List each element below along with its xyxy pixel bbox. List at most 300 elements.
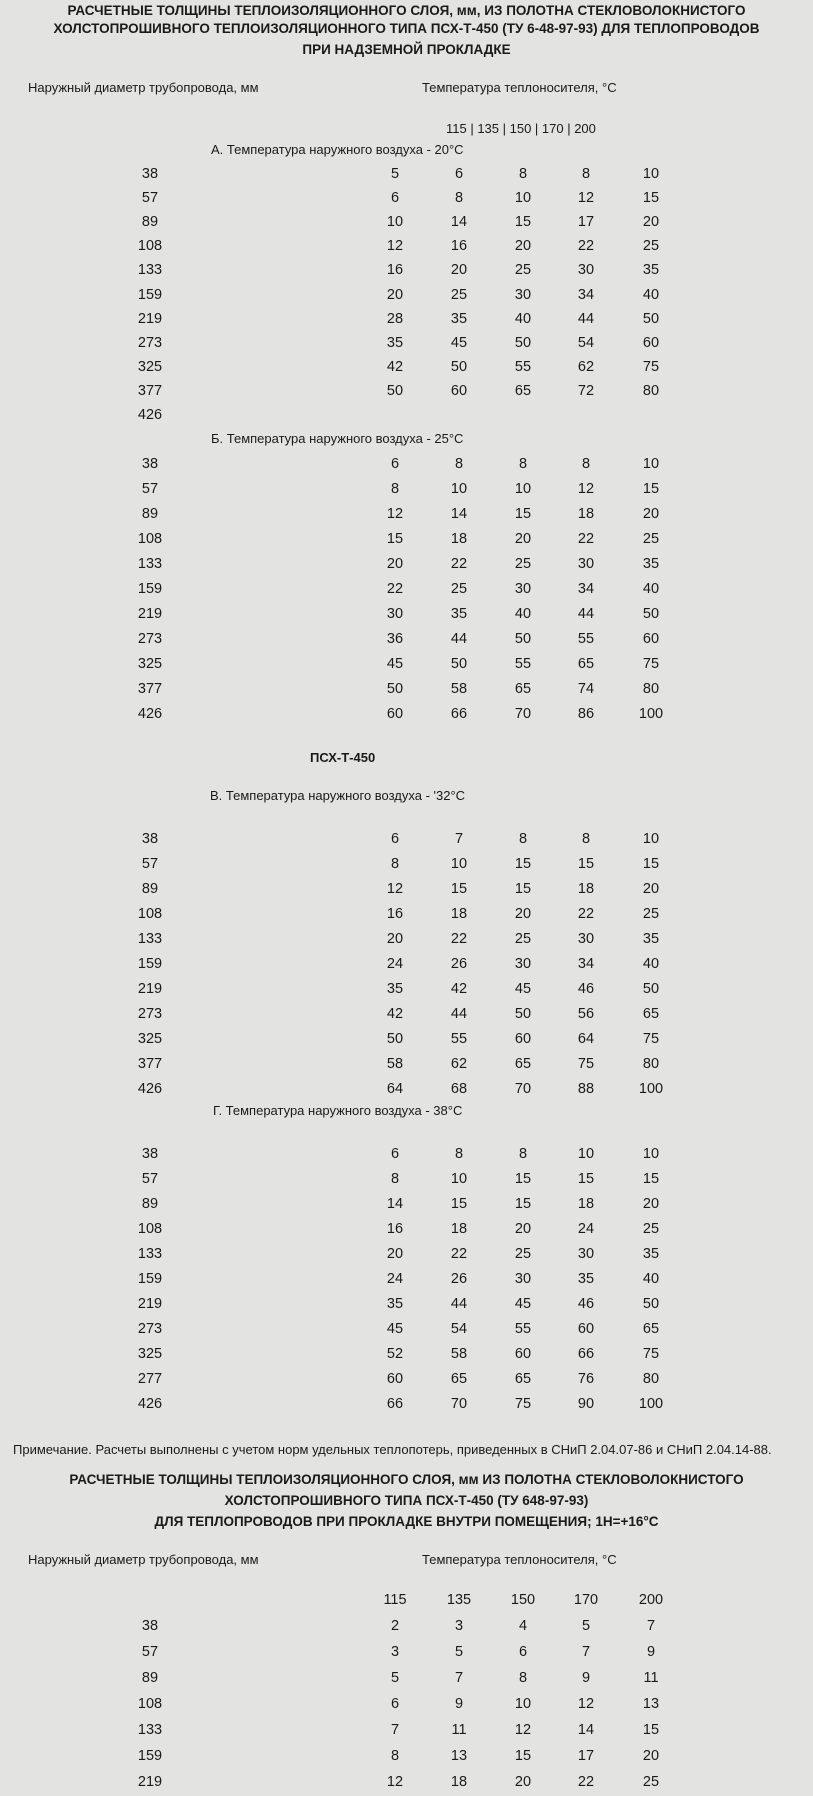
value-cell: 20 xyxy=(514,531,532,547)
diameter-cell: 426 xyxy=(137,407,163,423)
value-cell: 40 xyxy=(514,606,532,622)
value-cell: 25 xyxy=(642,1221,660,1237)
value-cell: 50 xyxy=(642,310,660,327)
diameter-cell: 57 xyxy=(141,1171,159,1187)
block-heading: Г. Температура наружного воздуха - 38°С xyxy=(213,1103,463,1118)
value-cell: 22 xyxy=(577,238,595,255)
value-cell: 15 xyxy=(514,506,532,522)
diameter-cell: 426 xyxy=(137,1396,163,1412)
value-cell: 45 xyxy=(514,1296,532,1312)
value-cell: 15 xyxy=(577,856,595,872)
value-cell: 30 xyxy=(386,606,404,622)
value-cell: 5 xyxy=(581,1618,591,1634)
value-cell: 30 xyxy=(577,262,595,279)
value-cell: 22 xyxy=(577,531,595,547)
value-cell: 20 xyxy=(642,1196,660,1212)
value-cell: 55 xyxy=(514,358,532,375)
value-cell: 15 xyxy=(514,1748,532,1764)
value-cell: 18 xyxy=(577,506,595,522)
value-cell: 6 xyxy=(390,190,400,207)
value-cell: 2 xyxy=(390,1618,400,1634)
value-cell: 8 xyxy=(518,1670,528,1686)
diameter-cell: 38 xyxy=(141,456,159,472)
doc1-title-line-3: ПРИ НАДЗЕМНОЙ ПРОКЛАДКЕ xyxy=(302,42,511,57)
value-cell: 42 xyxy=(450,981,468,997)
value-cell: 20 xyxy=(642,881,660,897)
value-cell: 6 xyxy=(454,166,464,182)
value-cell: 55 xyxy=(577,631,595,647)
doc1-title-line-2: ХОЛСТОПРОШИВНОГО ТЕПЛОИЗОЛЯЦИОННОГО ТИПА ПСХ-Т-450 (ТУ 6-48-97-93) ДЛЯ ТЕПЛОПРОВОДОВ xyxy=(53,21,760,36)
value-cell: 70 xyxy=(450,1396,468,1412)
value-cell: 10 xyxy=(386,214,404,231)
value-cell: 12 xyxy=(386,1774,404,1790)
value-cell: 15 xyxy=(514,856,532,872)
temp-header-cell: 115 xyxy=(383,1592,407,1608)
doc2-title-line-3: ДЛЯ ТЕПЛОПРОВОДОВ ПРИ ПРОКЛАДКЕ ВНУТРИ ПОМЕЩЕНИЯ; 1Н=+16°С xyxy=(154,1514,659,1529)
value-cell: 76 xyxy=(577,1371,595,1387)
block-heading: Б. Температура наружного воздуха - 25°С xyxy=(211,431,464,446)
value-cell: 8 xyxy=(454,456,464,472)
value-cell: 30 xyxy=(514,581,532,597)
value-cell: 86 xyxy=(577,706,595,722)
value-cell: 40 xyxy=(514,310,532,327)
diameter-cell: 133 xyxy=(137,262,163,279)
value-cell: 70 xyxy=(514,1081,532,1097)
value-cell: 28 xyxy=(386,310,404,327)
value-cell: 18 xyxy=(450,1774,468,1790)
diameter-cell: 133 xyxy=(137,1246,163,1262)
value-cell: 10 xyxy=(450,1171,468,1187)
value-cell: 70 xyxy=(514,706,532,722)
value-cell: 20 xyxy=(514,238,532,255)
value-cell: 7 xyxy=(454,1670,464,1686)
value-cell: 35 xyxy=(386,981,404,997)
diameter-cell: 108 xyxy=(137,1221,163,1237)
value-cell: 25 xyxy=(642,238,660,255)
value-cell: 17 xyxy=(577,1748,595,1764)
diameter-cell: 273 xyxy=(137,334,163,351)
value-cell: 18 xyxy=(450,906,468,922)
value-cell: 65 xyxy=(514,1056,532,1072)
value-cell: 6 xyxy=(518,1644,528,1660)
value-cell: 10 xyxy=(514,1696,532,1712)
value-cell: 8 xyxy=(581,166,591,182)
value-cell: 3 xyxy=(454,1618,464,1634)
value-cell: 15 xyxy=(386,531,404,547)
value-cell: 22 xyxy=(577,906,595,922)
value-cell: 26 xyxy=(450,1271,468,1287)
value-cell: 58 xyxy=(450,1346,468,1362)
value-cell: 15 xyxy=(514,1171,532,1187)
diameter-cell: 89 xyxy=(141,1670,159,1686)
value-cell: 15 xyxy=(642,190,660,207)
value-cell: 52 xyxy=(386,1346,404,1362)
value-cell: 65 xyxy=(514,681,532,697)
value-cell: 35 xyxy=(386,1296,404,1312)
value-cell: 18 xyxy=(450,531,468,547)
diameter-cell: 219 xyxy=(137,606,163,622)
value-cell: 68 xyxy=(450,1081,468,1097)
value-cell: 35 xyxy=(386,334,404,351)
value-cell: 90 xyxy=(577,1396,595,1412)
value-cell: 8 xyxy=(390,481,400,497)
value-cell: 12 xyxy=(514,1722,532,1738)
doc1-title-line-1: РАСЧЕТНЫЕ ТОЛЩИНЫ ТЕПЛОИЗОЛЯЦИОННОГО СЛОЯ, мм, ИЗ ПОЛОТНА СТЕКЛОВОЛОКНИСТОГО xyxy=(67,3,746,18)
value-cell: 14 xyxy=(450,214,468,231)
diameter-cell: 108 xyxy=(137,238,163,255)
value-cell: 65 xyxy=(514,1371,532,1387)
diameter-cell: 273 xyxy=(137,631,163,647)
value-cell: 11 xyxy=(451,1722,467,1738)
diameter-cell: 219 xyxy=(137,1774,163,1790)
diameter-cell: 133 xyxy=(137,1722,163,1738)
value-cell: 35 xyxy=(450,606,468,622)
value-cell: 20 xyxy=(386,931,404,947)
diameter-cell: 159 xyxy=(137,581,163,597)
value-cell: 35 xyxy=(450,310,468,327)
value-cell: 5 xyxy=(390,1670,400,1686)
value-cell: 65 xyxy=(642,1006,660,1022)
value-cell: 34 xyxy=(577,956,595,972)
value-cell: 24 xyxy=(386,956,404,972)
value-cell: 46 xyxy=(577,981,595,997)
diameter-cell: 219 xyxy=(137,1296,163,1312)
value-cell: 60 xyxy=(642,631,660,647)
value-cell: 25 xyxy=(514,1246,532,1262)
diameter-cell: 325 xyxy=(137,1346,163,1362)
value-cell: 50 xyxy=(514,1006,532,1022)
value-cell: 16 xyxy=(450,238,468,255)
value-cell: 8 xyxy=(518,166,528,182)
value-cell: 22 xyxy=(450,931,468,947)
value-cell: 25 xyxy=(642,1774,660,1790)
psx-label: ПСХ-Т-450 xyxy=(310,750,376,765)
value-cell: 100 xyxy=(638,706,664,722)
value-cell: 16 xyxy=(386,1221,404,1237)
diameter-cell: 159 xyxy=(137,956,163,972)
value-cell: 44 xyxy=(450,1296,468,1312)
diameter-cell: 89 xyxy=(141,1196,159,1212)
value-cell: 10 xyxy=(577,1146,595,1162)
value-cell: 62 xyxy=(450,1056,468,1072)
value-cell: 60 xyxy=(514,1031,532,1047)
value-cell: 15 xyxy=(514,881,532,897)
value-cell: 50 xyxy=(642,1296,660,1312)
diameter-cell: 38 xyxy=(141,166,159,182)
value-cell: 45 xyxy=(386,656,404,672)
diameter-cell: 38 xyxy=(141,831,159,847)
value-cell: 20 xyxy=(386,1246,404,1262)
value-cell: 30 xyxy=(514,956,532,972)
value-cell: 7 xyxy=(581,1644,591,1660)
value-cell: 24 xyxy=(386,1271,404,1287)
value-cell: 65 xyxy=(577,656,595,672)
value-cell: 50 xyxy=(386,681,404,697)
value-cell: 12 xyxy=(386,238,404,255)
value-cell: 34 xyxy=(577,581,595,597)
diameter-cell: 38 xyxy=(141,1146,159,1162)
value-cell: 4 xyxy=(518,1618,528,1634)
value-cell: 12 xyxy=(386,506,404,522)
value-cell: 10 xyxy=(642,166,660,182)
value-cell: 44 xyxy=(577,310,595,327)
diameter-cell: 133 xyxy=(137,556,163,572)
diameter-cell: 89 xyxy=(141,506,159,522)
value-cell: 6 xyxy=(390,1146,400,1162)
value-cell: 10 xyxy=(642,456,660,472)
doc2-title-line-2: ХОЛСТОПРОШИВНОГО ТИПА ПСХ-Т-450 (ТУ 648-97-93) xyxy=(224,1493,589,1508)
value-cell: 60 xyxy=(514,1346,532,1362)
value-cell: 50 xyxy=(514,334,532,351)
diameter-cell: 108 xyxy=(137,1696,163,1712)
diameter-cell: 133 xyxy=(137,931,163,947)
value-cell: 12 xyxy=(577,481,595,497)
temp-header-cell: 150 xyxy=(510,1592,536,1608)
value-cell: 58 xyxy=(450,681,468,697)
value-cell: 74 xyxy=(577,681,595,697)
value-cell: 66 xyxy=(386,1396,404,1412)
value-cell: 7 xyxy=(454,831,464,847)
value-cell: 10 xyxy=(642,1146,660,1162)
value-cell: 80 xyxy=(642,1056,660,1072)
value-cell: 54 xyxy=(450,1321,468,1337)
value-cell: 30 xyxy=(577,1246,595,1262)
diameter-cell: 89 xyxy=(141,214,159,231)
value-cell: 75 xyxy=(577,1056,595,1072)
value-cell: 35 xyxy=(642,1246,660,1262)
value-cell: 12 xyxy=(577,190,595,207)
value-cell: 9 xyxy=(646,1644,656,1660)
value-cell: 88 xyxy=(577,1081,595,1097)
value-cell: 15 xyxy=(514,214,532,231)
value-cell: 8 xyxy=(454,1146,464,1162)
value-cell: 42 xyxy=(386,358,404,375)
value-cell: 20 xyxy=(514,1221,532,1237)
value-cell: 58 xyxy=(386,1056,404,1072)
value-cell: 15 xyxy=(642,856,660,872)
value-cell: 13 xyxy=(642,1696,660,1712)
value-cell: 25 xyxy=(450,581,468,597)
value-cell: 26 xyxy=(450,956,468,972)
temp-header-cell: 200 xyxy=(638,1592,664,1608)
value-cell: 17 xyxy=(577,214,595,231)
value-cell: 50 xyxy=(386,1031,404,1047)
diameter-cell: 273 xyxy=(137,1321,163,1337)
value-cell: 35 xyxy=(642,262,660,279)
diameter-cell: 426 xyxy=(137,706,163,722)
temp-header-cell: 135 xyxy=(446,1592,472,1608)
doc1-col-right-header: Температура теплоносителя, °С xyxy=(422,80,617,95)
value-cell: 35 xyxy=(577,1271,595,1287)
value-cell: 75 xyxy=(642,1346,660,1362)
value-cell: 56 xyxy=(577,1006,595,1022)
diameter-cell: 108 xyxy=(137,906,163,922)
value-cell: 20 xyxy=(642,1748,660,1764)
value-cell: 5 xyxy=(390,166,400,182)
diameter-cell: 159 xyxy=(137,286,163,303)
diameter-cell: 377 xyxy=(137,681,163,697)
value-cell: 25 xyxy=(514,931,532,947)
value-cell: 10 xyxy=(514,190,532,207)
value-cell: 3 xyxy=(390,1644,400,1660)
block-heading: В. Температура наружного воздуха - '32°С xyxy=(210,788,466,803)
value-cell: 16 xyxy=(386,906,404,922)
value-cell: 30 xyxy=(514,1271,532,1287)
value-cell: 60 xyxy=(450,382,468,399)
value-cell: 44 xyxy=(577,606,595,622)
value-cell: 30 xyxy=(514,286,532,303)
value-cell: 40 xyxy=(642,1271,660,1287)
value-cell: 44 xyxy=(450,1006,468,1022)
value-cell: 54 xyxy=(577,334,595,351)
value-cell: 60 xyxy=(577,1321,595,1337)
value-cell: 15 xyxy=(450,881,468,897)
value-cell: 8 xyxy=(454,190,464,207)
value-cell: 9 xyxy=(454,1696,464,1712)
value-cell: 80 xyxy=(642,1371,660,1387)
value-cell: 25 xyxy=(514,262,532,279)
doc2-col-right-header: Температура теплоносителя, °С xyxy=(422,1552,617,1567)
value-cell: 60 xyxy=(386,1371,404,1387)
value-cell: 72 xyxy=(577,382,595,399)
diameter-cell: 108 xyxy=(137,531,163,547)
value-cell: 34 xyxy=(577,286,595,303)
value-cell: 18 xyxy=(450,1221,468,1237)
value-cell: 80 xyxy=(642,681,660,697)
diameter-cell: 277 xyxy=(137,1371,163,1387)
value-cell: 65 xyxy=(450,1371,468,1387)
value-cell: 50 xyxy=(642,981,660,997)
diameter-cell: 325 xyxy=(137,358,163,375)
value-cell: 75 xyxy=(642,1031,660,1047)
value-cell: 35 xyxy=(642,556,660,572)
value-cell: 46 xyxy=(577,1296,595,1312)
diameter-cell: 89 xyxy=(141,881,159,897)
value-cell: 7 xyxy=(390,1722,400,1738)
value-cell: 20 xyxy=(386,556,404,572)
value-cell: 22 xyxy=(386,581,404,597)
value-cell: 15 xyxy=(577,1171,595,1187)
doc2-title-line-1: РАСЧЕТНЫЕ ТОЛЩИНЫ ТЕПЛОИЗОЛЯЦИОННОГО СЛОЯ, мм ИЗ ПОЛОТНА СТЕКЛОВОЛОКНИСТОГО xyxy=(69,1472,744,1487)
value-cell: 40 xyxy=(642,286,660,303)
diameter-cell: 57 xyxy=(141,856,159,872)
value-cell: 60 xyxy=(386,706,404,722)
value-cell: 55 xyxy=(514,656,532,672)
value-cell: 100 xyxy=(638,1081,664,1097)
value-cell: 8 xyxy=(518,456,528,472)
value-cell: 13 xyxy=(450,1748,468,1764)
diameter-cell: 57 xyxy=(141,190,159,207)
value-cell: 12 xyxy=(386,881,404,897)
block-heading: А. Температура наружного воздуха - 20°С xyxy=(211,142,464,157)
value-cell: 6 xyxy=(390,1696,400,1712)
value-cell: 20 xyxy=(450,262,468,279)
value-cell: 10 xyxy=(450,481,468,497)
diameter-cell: 273 xyxy=(137,1006,163,1022)
value-cell: 100 xyxy=(638,1396,664,1412)
diameter-cell: 159 xyxy=(137,1271,163,1287)
value-cell: 12 xyxy=(577,1696,595,1712)
diameter-cell: 219 xyxy=(137,310,163,327)
value-cell: 10 xyxy=(514,481,532,497)
diameter-cell: 57 xyxy=(141,1644,159,1660)
value-cell: 20 xyxy=(514,1774,532,1790)
value-cell: 10 xyxy=(450,856,468,872)
value-cell: 11 xyxy=(643,1670,659,1686)
value-cell: 7 xyxy=(646,1618,656,1634)
value-cell: 6 xyxy=(390,831,400,847)
temp-header-cell: 170 xyxy=(573,1592,599,1608)
value-cell: 10 xyxy=(642,831,660,847)
value-cell: 14 xyxy=(386,1196,404,1212)
value-cell: 36 xyxy=(386,631,404,647)
value-cell: 20 xyxy=(642,214,660,231)
value-cell: 55 xyxy=(450,1031,468,1047)
diameter-cell: 219 xyxy=(137,981,163,997)
value-cell: 30 xyxy=(577,931,595,947)
value-cell: 50 xyxy=(386,382,404,399)
value-cell: 75 xyxy=(642,358,660,375)
value-cell: 60 xyxy=(642,334,660,351)
value-cell: 45 xyxy=(386,1321,404,1337)
value-cell: 50 xyxy=(514,631,532,647)
value-cell: 22 xyxy=(450,556,468,572)
value-cell: 20 xyxy=(386,286,404,303)
value-cell: 45 xyxy=(514,981,532,997)
value-cell: 15 xyxy=(642,1722,660,1738)
value-cell: 15 xyxy=(642,481,660,497)
diameter-cell: 377 xyxy=(137,382,163,399)
value-cell: 40 xyxy=(642,956,660,972)
value-cell: 8 xyxy=(581,456,591,472)
value-cell: 16 xyxy=(386,262,404,279)
value-cell: 55 xyxy=(514,1321,532,1337)
value-cell: 30 xyxy=(577,556,595,572)
value-cell: 62 xyxy=(577,358,595,375)
value-cell: 25 xyxy=(642,906,660,922)
value-cell: 14 xyxy=(577,1722,595,1738)
value-cell: 50 xyxy=(450,656,468,672)
diameter-cell: 377 xyxy=(137,1056,163,1072)
value-cell: 24 xyxy=(577,1221,595,1237)
value-cell: 18 xyxy=(577,881,595,897)
doc1-note: Примечание. Расчеты выполнены с учетом норм удельных теплопотерь, приведенных в СНиП 2.04.07-86 и СНиП 2.04.14-88. xyxy=(13,1442,772,1457)
value-cell: 8 xyxy=(518,831,528,847)
value-cell: 22 xyxy=(577,1774,595,1790)
value-cell: 8 xyxy=(390,1171,400,1187)
doc2-col-left-header: Наружный диаметр трубопровода, мм xyxy=(28,1552,259,1567)
value-cell: 64 xyxy=(386,1081,404,1097)
value-cell: 14 xyxy=(450,506,468,522)
value-cell: 44 xyxy=(450,631,468,647)
value-cell: 9 xyxy=(581,1670,591,1686)
value-cell: 20 xyxy=(514,906,532,922)
diameter-cell: 325 xyxy=(137,656,163,672)
diameter-cell: 159 xyxy=(137,1748,163,1764)
diameter-cell: 426 xyxy=(137,1081,163,1097)
value-cell: 22 xyxy=(450,1246,468,1262)
value-cell: 8 xyxy=(518,1146,528,1162)
diameter-cell: 38 xyxy=(141,1618,159,1634)
value-cell: 8 xyxy=(390,1748,400,1764)
value-cell: 20 xyxy=(642,506,660,522)
value-cell: 5 xyxy=(454,1644,464,1660)
value-cell: 18 xyxy=(577,1196,595,1212)
value-cell: 25 xyxy=(514,556,532,572)
value-cell: 64 xyxy=(577,1031,595,1047)
value-cell: 6 xyxy=(390,456,400,472)
value-cell: 80 xyxy=(642,382,660,399)
